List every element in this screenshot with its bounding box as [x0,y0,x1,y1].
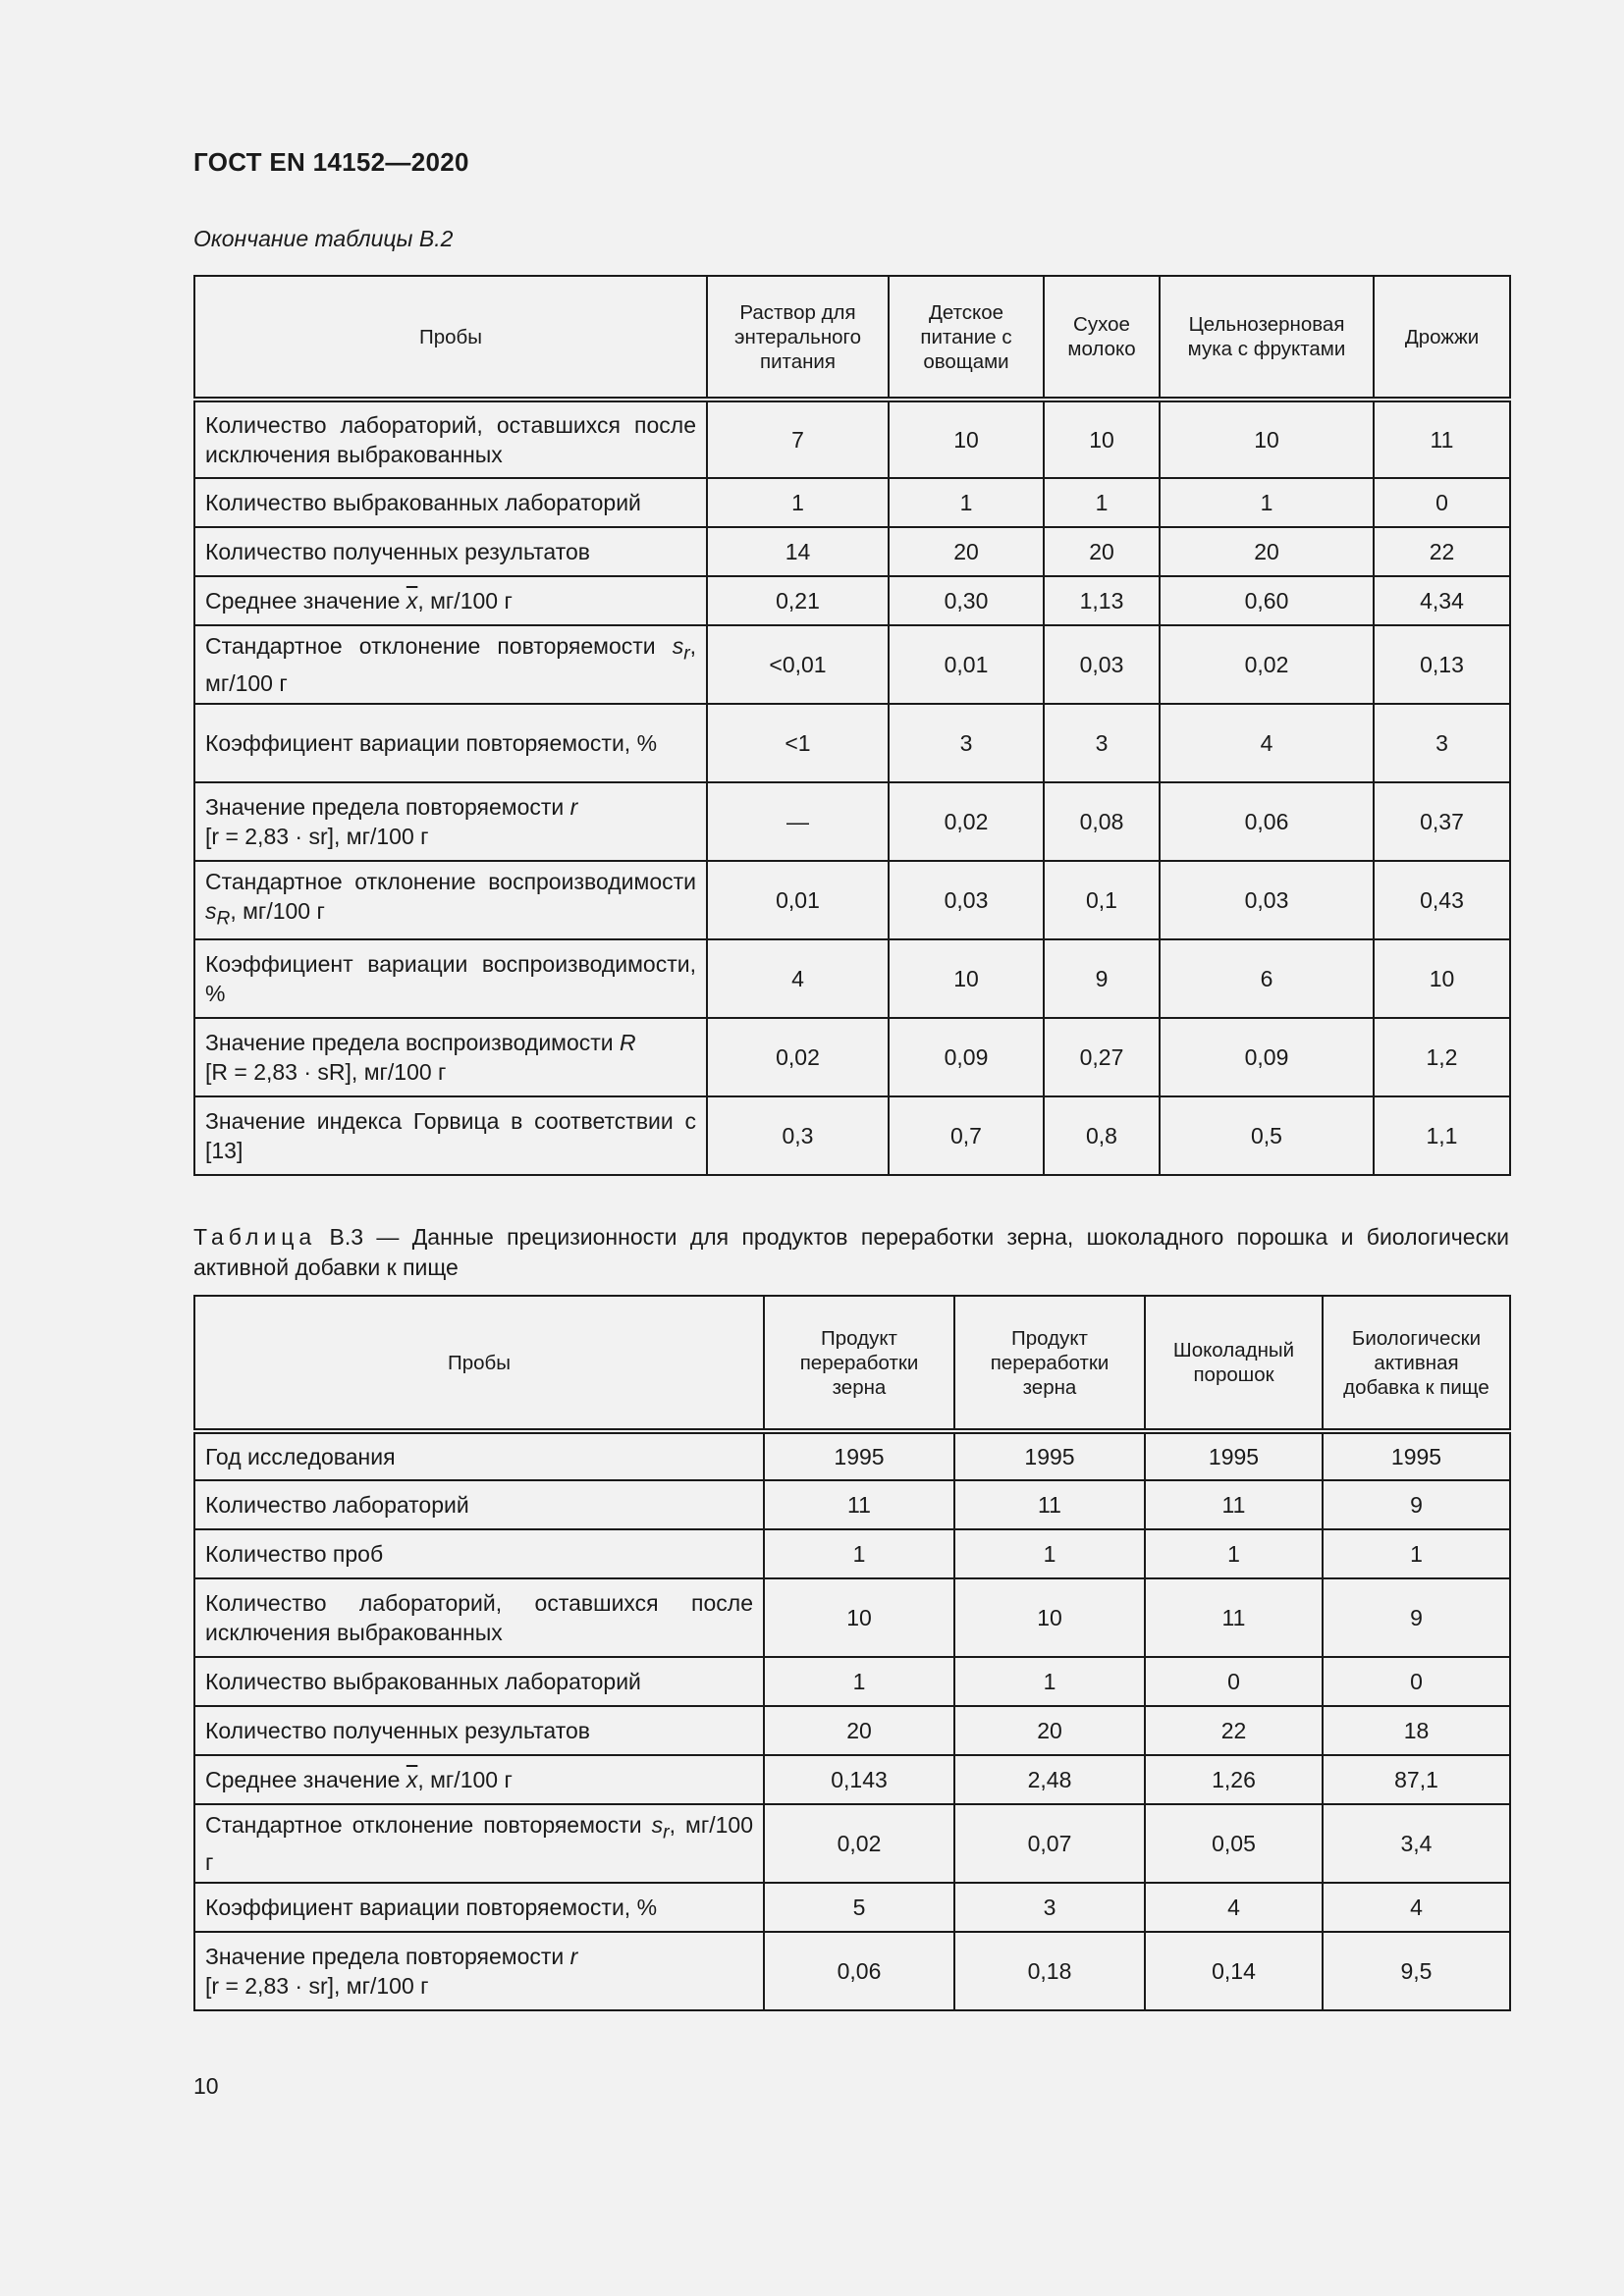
table-cell: 20 [954,1706,1145,1755]
table-cell: 20 [1044,527,1160,576]
column-header: Дрожжи [1374,276,1510,400]
row-label [194,1755,764,1804]
table-cell: 0,09 [1160,1018,1374,1096]
table-cell: 0,14 [1145,1932,1323,2010]
table-row [194,1431,1510,1480]
table-cell: 9 [1323,1480,1510,1529]
table-cell: 0,05 [1145,1804,1323,1883]
table-cell: 0 [1323,1657,1510,1706]
table-row [194,704,1510,782]
row-label-subscript: r [683,643,690,665]
row-label: Коэффициент вариации повторяемости, % [194,704,707,782]
table-row [194,1883,1510,1932]
row-label: Количество лабораторий, оставшихся после исключения выбракованных [194,1578,764,1657]
table-row [194,527,1510,576]
row-label: Количество лабораторий, оставшихся после исключения выбракованных [194,400,707,478]
table-cell: 20 [764,1706,954,1755]
table-row [194,478,1510,527]
table-row [194,939,1510,1018]
table-cell: 1995 [954,1431,1145,1480]
table-cell: 18 [1323,1706,1510,1755]
table-cell: <1 [707,704,889,782]
table-cell: 0,18 [954,1932,1145,2010]
table-cell: 0,02 [889,782,1044,861]
table-cell: 0,60 [1160,576,1374,625]
table-cell: 0,07 [954,1804,1145,1883]
row-label-symbol: s [651,1811,664,1838]
table-cell: 1,2 [1374,1018,1510,1096]
column-header: Продукт переработки зерна [954,1296,1145,1431]
row-label-symbol: r [569,794,578,820]
table-cell: 3 [1374,704,1510,782]
table-cell: 11 [1145,1578,1323,1657]
row-label-subscript: r [663,1822,670,1843]
table-cell: 6 [1160,939,1374,1018]
row-label: Количество выбракованных лабораторий [194,1657,764,1706]
table-continuation-label: Окончание таблицы В.2 [193,226,454,251]
table-cell: 4 [1160,704,1374,782]
table-body [194,1431,1510,2010]
table-cell: 3 [954,1883,1145,1932]
table-cell: 0,08 [1044,782,1160,861]
table-cell: 0,02 [764,1804,954,1883]
table-cell: 1 [1044,478,1160,527]
table-cell: 1 [707,478,889,527]
table-cell: 0,5 [1160,1096,1374,1175]
table-cell: 11 [1145,1480,1323,1529]
table-cell: 7 [707,400,889,478]
row-label-text: , мг/100 г [417,588,513,614]
row-label [194,861,707,939]
table-cell: 3 [889,704,1044,782]
table-cell: 4 [1145,1883,1323,1932]
table-cell: 22 [1374,527,1510,576]
row-label-text: Значение предела воспроизводимости [205,1030,621,1055]
table-cell: 11 [954,1480,1145,1529]
table-row [194,861,1510,939]
table-b2 [193,275,1511,1176]
table-cell: 0,43 [1374,861,1510,939]
table-cell: 20 [1160,527,1374,576]
table-cell: 0,02 [707,1018,889,1096]
table-cell: 1 [764,1529,954,1578]
table-cell: 0,02 [1160,625,1374,704]
row-label: Значение индекса Горвица в соответствии с [13] [194,1096,707,1175]
table-body [194,400,1510,1175]
row-label-symbol: $\overline{x}$ [406,588,418,614]
table-cell: 1 [764,1657,954,1706]
table-cell: 0,7 [889,1096,1044,1175]
row-label-text: [R = 2,83 · sR], мг/100 г [205,1059,447,1085]
table-row [194,1804,1510,1883]
table-b3 [193,1295,1511,2011]
row-label [194,782,707,861]
table-cell: 22 [1145,1706,1323,1755]
table-row [194,782,1510,861]
row-label: Количество выбракованных лабораторий [194,478,707,527]
table-cell: 2,48 [954,1755,1145,1804]
table-row [194,400,1510,478]
table-row [194,1096,1510,1175]
table-cell: 9 [1323,1578,1510,1657]
column-header: Пробы [194,1296,764,1431]
column-header: Детское питание с овощами [889,276,1044,400]
caption-prefix: Таблица [193,1224,317,1250]
table-cell: 0,30 [889,576,1044,625]
row-label-text: , мг/100 г [230,897,325,924]
column-header: Раствор для энтерального питания [707,276,889,400]
table-cell: 10 [954,1578,1145,1657]
column-header: Сухое молоко [1044,276,1160,400]
table-cell: 0,1 [1044,861,1160,939]
row-label-text: [r = 2,83 · sr], мг/100 г [205,824,429,849]
row-label-text: , мг/100 г [417,1767,513,1792]
table-cell: 11 [1374,400,1510,478]
table-cell: 1 [954,1529,1145,1578]
table-cell: 1995 [1323,1431,1510,1480]
row-label-text: , мг/100 г [205,632,696,697]
row-label-text: [r = 2,83 · sr], мг/100 г [205,1973,429,1999]
table-row [194,625,1510,704]
table-header-row [194,276,1510,400]
table-cell: 0,03 [889,861,1044,939]
row-label: Коэффициент вариации повторяемости, % [194,1883,764,1932]
row-label: Количество полученных результатов [194,1706,764,1755]
table-cell: 87,1 [1323,1755,1510,1804]
table-cell: 1 [954,1657,1145,1706]
table-cell: 10 [1374,939,1510,1018]
row-label-text: Среднее значение [205,1767,406,1792]
table-cell: 10 [764,1578,954,1657]
row-label-symbol: R [620,1030,636,1055]
table-cell: 0,03 [1160,861,1374,939]
row-label: Количество проб [194,1529,764,1578]
table-cell: 0,09 [889,1018,1044,1096]
row-label-text: Среднее значение [205,588,406,614]
row-label-text: Значение предела повторяемости [205,794,570,820]
table-cell: 0,21 [707,576,889,625]
row-label-text: Значение предела повторяемости [205,1944,570,1969]
table-cell: 1 [1323,1529,1510,1578]
table-cell: 10 [1044,400,1160,478]
caption-text: В.3 — Данные прецизионности для продуктов переработки зерна, шоколадного порошка и биологически активной добавки к пище [193,1224,1509,1280]
table-cell: 9 [1044,939,1160,1018]
row-label-symbol: $\overline{x}$ [406,1767,418,1792]
row-label: Коэффициент вариации воспроизводимости, % [194,939,707,1018]
table-cell: 0,06 [1160,782,1374,861]
table-cell: 0,06 [764,1932,954,2010]
table-cell: 1,13 [1044,576,1160,625]
row-label-text: Стандартное отклонение воспроизводимости [205,868,696,894]
table-row [194,576,1510,625]
table-row [194,1932,1510,2010]
table-row [194,1018,1510,1096]
column-header: Цельнозерновая мука с фруктами [1160,276,1374,400]
table-cell: 10 [1160,400,1374,478]
page-number: 10 [193,2073,219,2099]
row-label: Количество лабораторий [194,1480,764,1529]
table-cell: 1995 [1145,1431,1323,1480]
table-row [194,1657,1510,1706]
table-row [194,1706,1510,1755]
row-label-text: Стандартное отклонение повторяемости [205,1811,652,1838]
row-label [194,576,707,625]
table-cell: 3 [1044,704,1160,782]
document-header: ГОСТ EN 14152—2020 [193,147,469,177]
table-cell: 14 [707,527,889,576]
table-cell: 0,01 [889,625,1044,704]
table-cell: 0,13 [1374,625,1510,704]
row-label [194,625,707,704]
row-label [194,1932,764,2010]
table-row [194,1578,1510,1657]
table-cell: 4 [1323,1883,1510,1932]
table-cell: 10 [889,939,1044,1018]
row-label [194,1018,707,1096]
table-cell: 0,143 [764,1755,954,1804]
column-header: Продукт переработки зерна [764,1296,954,1431]
table-cell: 0,01 [707,861,889,939]
table-cell: 9,5 [1323,1932,1510,2010]
table-cell: 4,34 [1374,576,1510,625]
table-b3-caption [193,1222,1509,1283]
table-cell: 3,4 [1323,1804,1510,1883]
row-label: Количество полученных результатов [194,527,707,576]
row-label-symbol: r [569,1944,578,1969]
table-cell: <0,01 [707,625,889,704]
row-label-text: Стандартное отклонение повторяемости [205,632,673,659]
table-cell: 1995 [764,1431,954,1480]
table-cell: 0,03 [1044,625,1160,704]
column-header: Пробы [194,276,707,400]
table-row [194,1755,1510,1804]
table-cell: 1 [1160,478,1374,527]
table-cell: 0 [1145,1657,1323,1706]
table-cell: — [707,782,889,861]
row-label [194,1804,764,1883]
row-label-symbol: s [205,897,217,924]
table-cell: 5 [764,1883,954,1932]
table-cell: 1 [889,478,1044,527]
column-header: Биологически активная добавка к пище [1323,1296,1510,1431]
table-cell: 20 [889,527,1044,576]
row-label-subscript: R [216,908,231,930]
table-cell: 11 [764,1480,954,1529]
table-cell: 0,8 [1044,1096,1160,1175]
table-cell: 1,26 [1145,1755,1323,1804]
table-cell: 0,37 [1374,782,1510,861]
table-cell: 10 [889,400,1044,478]
column-header: Шоколадный порошок [1145,1296,1323,1431]
row-label-text: , мг/100 г [205,1811,753,1876]
row-label: Год исследования [194,1431,764,1480]
row-label-symbol: s [672,632,684,659]
table-cell: 0,3 [707,1096,889,1175]
table-cell: 1 [1145,1529,1323,1578]
table-cell: 0 [1374,478,1510,527]
table-row [194,1480,1510,1529]
table-cell: 4 [707,939,889,1018]
table-cell: 1,1 [1374,1096,1510,1175]
table-cell: 0,27 [1044,1018,1160,1096]
table-row [194,1529,1510,1578]
table-header-row [194,1296,1510,1431]
